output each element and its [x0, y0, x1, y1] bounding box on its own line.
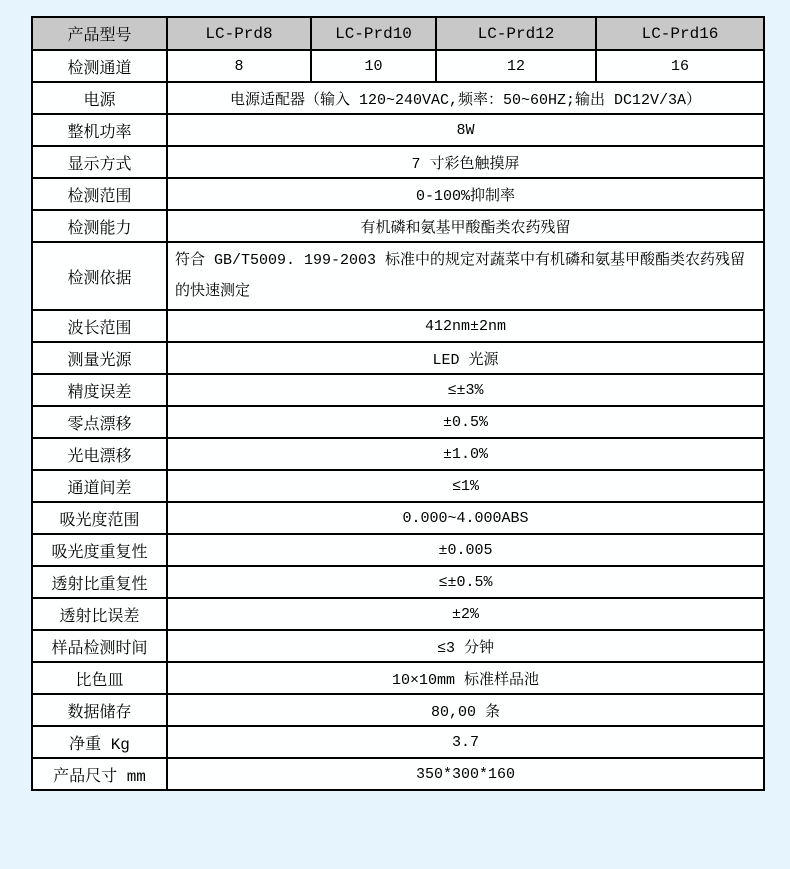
spec-row-label: 电源	[32, 82, 167, 114]
spec-row-value: ±0.5%	[167, 406, 764, 438]
spec-row	[32, 726, 764, 758]
spec-row	[32, 470, 764, 502]
spec-row-value: 0-100%抑制率	[167, 178, 764, 210]
spec-row-label: 显示方式	[32, 146, 167, 178]
spec-row-value: ±0.005	[167, 534, 764, 566]
product-spec-table	[31, 16, 765, 791]
channels-value-3: 12	[436, 50, 596, 82]
header-model-4: LC-Prd16	[596, 17, 764, 50]
spec-row-value: 电源适配器（输入 120~240VAC,频率：50~60HZ;输出 DC12V/3A）	[167, 82, 764, 114]
spec-row	[32, 114, 764, 146]
spec-row-value: 有机磷和氨基甲酸酯类农药残留	[167, 210, 764, 242]
spec-row-label: 通道间差	[32, 470, 167, 502]
spec-row	[32, 310, 764, 342]
spec-row-label: 检测依据	[32, 242, 167, 310]
spec-row	[32, 406, 764, 438]
spec-row-value: 10×10mm 标准样品池	[167, 662, 764, 694]
spec-row	[32, 342, 764, 374]
spec-row-label: 数据储存	[32, 694, 167, 726]
spec-row	[32, 210, 764, 242]
channels-row	[32, 50, 764, 82]
spec-row-value: 412nm±2nm	[167, 310, 764, 342]
spec-row-value: ≤±3%	[167, 374, 764, 406]
spec-row-value: 0.000~4.000ABS	[167, 502, 764, 534]
spec-row	[32, 662, 764, 694]
spec-row-label: 比色皿	[32, 662, 167, 694]
channels-value-4: 16	[596, 50, 764, 82]
spec-row	[32, 630, 764, 662]
spec-row	[32, 374, 764, 406]
spec-row-label: 透射比误差	[32, 598, 167, 630]
header-product-model-label: 产品型号	[32, 17, 167, 50]
spec-row	[32, 178, 764, 210]
header-model-2: LC-Prd10	[311, 17, 436, 50]
spec-row	[32, 502, 764, 534]
spec-row-value: ≤1%	[167, 470, 764, 502]
spec-row-value: 3.7	[167, 726, 764, 758]
spec-row-label: 检测能力	[32, 210, 167, 242]
header-model-1: LC-Prd8	[167, 17, 311, 50]
channels-value-1: 8	[167, 50, 311, 82]
spec-row	[32, 566, 764, 598]
spec-row	[32, 758, 764, 790]
header-model-3: LC-Prd12	[436, 17, 596, 50]
spec-row-label: 波长范围	[32, 310, 167, 342]
spec-row-label: 吸光度范围	[32, 502, 167, 534]
header-row	[32, 17, 764, 50]
spec-row-value: ≤±0.5%	[167, 566, 764, 598]
spec-row-label: 样品检测时间	[32, 630, 167, 662]
spec-row	[32, 534, 764, 566]
spec-row-label: 精度误差	[32, 374, 167, 406]
spec-table-body	[32, 50, 764, 790]
spec-row-value: ±2%	[167, 598, 764, 630]
spec-row-label: 净重 Kg	[32, 726, 167, 758]
spec-row-value: 7 寸彩色触摸屏	[167, 146, 764, 178]
spec-row-value: ±1.0%	[167, 438, 764, 470]
spec-row-label: 透射比重复性	[32, 566, 167, 598]
spec-row	[32, 598, 764, 630]
spec-row-value: 350*300*160	[167, 758, 764, 790]
spec-row-label: 检测范围	[32, 178, 167, 210]
spec-row-label: 零点漂移	[32, 406, 167, 438]
spec-row-value: ≤3 分钟	[167, 630, 764, 662]
spec-row-label: 光电漂移	[32, 438, 167, 470]
spec-row	[32, 242, 764, 310]
spec-row-value: LED 光源	[167, 342, 764, 374]
spec-row-value: 符合 GB/T5009. 199-2003 标准中的规定对蔬菜中有机磷和氨基甲酸酯类农药残留的快速测定	[167, 242, 764, 310]
spec-row-label: 产品尺寸 mm	[32, 758, 167, 790]
spec-row-value: 80,00 条	[167, 694, 764, 726]
spec-row-label: 整机功率	[32, 114, 167, 146]
spec-row-value: 8W	[167, 114, 764, 146]
spec-row	[32, 694, 764, 726]
spec-row-label: 吸光度重复性	[32, 534, 167, 566]
spec-row-label: 测量光源	[32, 342, 167, 374]
spec-row	[32, 146, 764, 178]
channels-label: 检测通道	[32, 50, 167, 82]
spec-row	[32, 438, 764, 470]
spec-row	[32, 82, 764, 114]
channels-value-2: 10	[311, 50, 436, 82]
